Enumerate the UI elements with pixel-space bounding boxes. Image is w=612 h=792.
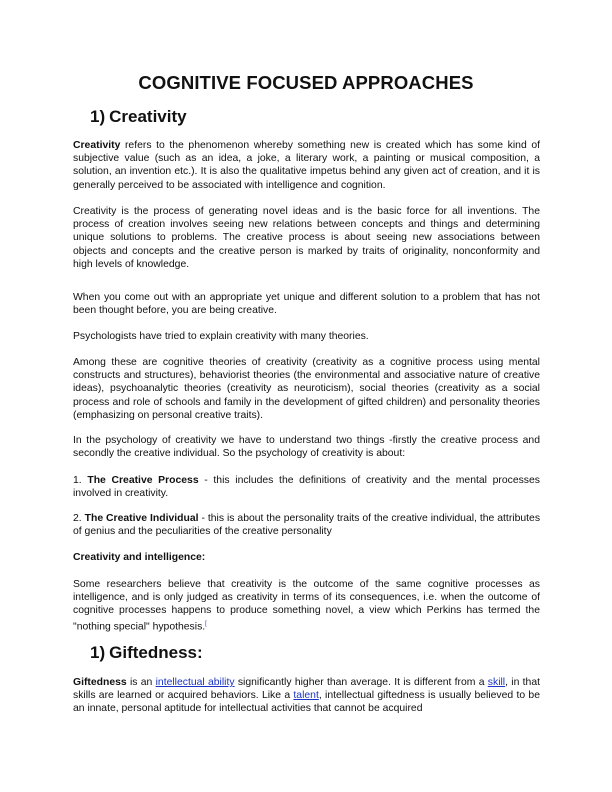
section-number: 1): [90, 643, 106, 662]
list-item-creative-process: [73, 474, 540, 500]
subheading-creativity-intelligence: [73, 551, 540, 564]
list-number: 1.: [73, 475, 88, 486]
link-talent[interactable]: talent: [293, 690, 319, 702]
section-heading-creativity: [90, 107, 187, 127]
paragraph-text: Some researchers believe that creativity is the outcome of the same cognitive processes as intelligence, and is only judged as creativity in terms of its consequences, i.e. when the outcome of cognitive processes happens to produce something novel, a view which Perkins has termed the "nothing special" hypothesis.: [73, 579, 540, 633]
section-title: Creativity: [109, 107, 187, 126]
paragraph-theories-intro: Psychologists have tried to explain creativity with many theories.: [73, 331, 369, 342]
paragraph-giftedness-definition: [73, 676, 540, 716]
section-heading-giftedness: [90, 643, 203, 663]
list-item-creative-individual: [73, 512, 540, 538]
reference-link[interactable]: [: [205, 620, 207, 627]
paragraph-creative-solution: When you come out with an appropriate yet unique and different solution to a problem that has not been thought before, you are being creative.: [73, 292, 540, 317]
term-creativity: Creativity: [73, 140, 121, 151]
link-intellectual-ability[interactable]: intellectual ability: [155, 677, 235, 688]
list-term: The Creative Process: [87, 475, 199, 486]
paragraph-text: , intellectual giftedness is usually believed to be an innate, personal aptitude for intellectual activities that cannot be acquired: [73, 690, 540, 715]
list-term: The Creative Individual: [84, 513, 199, 524]
paragraph-creativity-definition: [73, 139, 540, 192]
subheading-text: Creativity and intelligence:: [73, 552, 206, 563]
list-number: 2.: [73, 513, 85, 524]
list-text: - this includes the definitions of creativity and the mental processes involved in creativity.: [73, 475, 540, 500]
paragraph-text: significantly higher than average. It is different from a: [234, 677, 488, 688]
section-number: 1): [90, 107, 106, 126]
paragraph-nothing-special: [73, 578, 540, 633]
paragraph-theories-list: Among these are cognitive theories of creativity (creativity as a cognitive process using mental constructs and structures), behaviorist theories (the environmental and associative nature of creative ideas), psychoanalytic theories (creativity as neuroticism), social theories (creativity as a social process and role of schools and family in the development of gifted children) and personality theories (emphasizing on personal creative traits).: [73, 357, 540, 421]
page-title: COGNITIVE FOCUSED APPROACHES: [138, 72, 474, 93]
paragraph-text: refers to the phenomenon whereby something new is created which has some kind of subjective value (such as an idea, a joke, a literary work, a painting or musical composition, a solution, an invention etc.). It is also the qualitative impetus behind any given act of creation, and it is generally perceived to be associated with intelligence and cognition.: [73, 140, 540, 191]
term-giftedness: Giftedness: [73, 677, 127, 688]
section-title: Giftedness:: [109, 643, 203, 662]
paragraph-psychology-of-creativity: In the psychology of creativity we have to understand two things -firstly the creative process and secondly the creative individual. So the psychology of creativity is about:: [73, 435, 540, 460]
paragraph-text: , in that skills are learned or acquired behaviors. Like a: [73, 677, 540, 702]
list-text: - this is about the personality traits of the creative individual, the attributes of genius and the peculiarities of the creative personality: [73, 513, 541, 538]
link-skill[interactable]: skill: [487, 677, 506, 688]
paragraph-creative-process: Creativity is the process of generating novel ideas and is the basic force for all inventions. The process of creation involves seeing new relations between concepts and things and determining unique solutions to problems. The creative process is about seeing new associations between objects and concepts and the creative person is marked by traits of originality, nonconformity and high levels of knowledge.: [73, 206, 540, 270]
paragraph-text: is an: [126, 677, 156, 688]
